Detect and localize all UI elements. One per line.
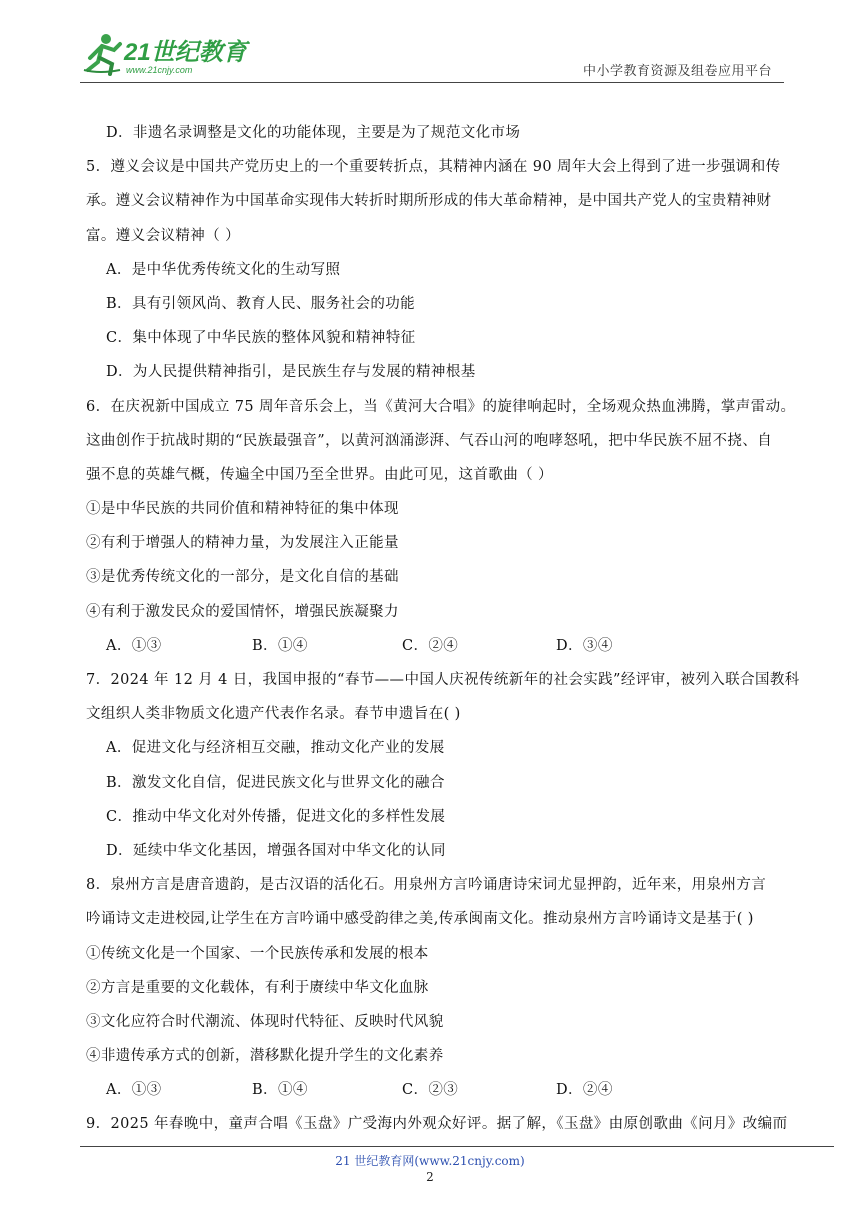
q8-statement: ①传统文化是一个国家、一个民族传承和发展的根本: [86, 945, 429, 962]
q8-statement: ③文化应符合时代潮流、体现时代特征、反映时代风貌: [86, 1013, 444, 1030]
header-divider: [80, 82, 784, 83]
svg-text:21世纪教育: 21世纪教育: [124, 39, 247, 66]
runner-icon: [84, 34, 120, 74]
q5-option-d: D．为人民提供精神指引，是民族生存与发展的精神根基: [106, 364, 476, 381]
q7-option-c: C．推动中华文化对外传播，促进文化的多样性发展: [106, 808, 446, 825]
page-number: 2: [426, 1170, 434, 1184]
q5-option-b: B．具有引领风尚、教育人民、服务社会的功能: [106, 295, 416, 312]
q6-choice-c: C．②④: [402, 637, 459, 654]
q7-stem-line: 文组织人类非物质文化遗产代表作名录。春节申遗旨在( ): [86, 706, 461, 723]
q5-option-a: A．是中华优秀传统文化的生动写照: [106, 261, 341, 278]
q7-stem-line: 7．2024 年 12 月 4 日，我国申报的“春节——中国人庆祝传统新年的社会实践”经评审，被列入联合国教科: [86, 672, 800, 688]
q6-stem-line: 这曲创作于抗战时期的“民族最强音”，以黄河汹涌澎湃、气吞山河的咆哮怒吼，把中华民族不屈不挠、自: [86, 432, 773, 449]
exam-content: [86, 116, 800, 1142]
q5-stem-line: 5．遵义会议是中国共产党历史上的一个重要转折点，其精神内涵在 90 周年大会上得到了进一步强调和传: [86, 159, 781, 176]
footer-divider: [80, 1146, 834, 1147]
q6-stem-line: 强不息的英雄气概，传遍全中国乃至全世界。由此可见，这首歌曲（ ）: [86, 466, 553, 483]
site-logo: [80, 30, 250, 80]
svg-text:www.21cnjy.com: www.21cnjy.com: [126, 65, 193, 75]
q6-choice-a: A．①③: [106, 637, 162, 654]
q7-option-d: D．延续中华文化基因，增强各国对中华文化的认同: [106, 842, 446, 859]
q8-statement: ②方言是重要的文化载体，有利于赓续中华文化血脉: [86, 979, 429, 996]
q6-statement: ②有利于增强人的精神力量，为发展注入正能量: [86, 535, 399, 552]
q6-choices: [86, 629, 786, 663]
q6-stem-line: 6．在庆祝新中国成立 75 周年音乐会上，当《黄河大合唱》的旋律响起时，全场观众热血沸腾，掌声雷动。: [86, 398, 796, 415]
q8-choice-b: B．①④: [252, 1082, 308, 1099]
q6-statement: ①是中华民族的共同价值和精神特征的集中体现: [86, 501, 399, 518]
q4-option-d: D．非遗名录调整是文化的功能体现，主要是为了规范文化市场: [106, 125, 521, 141]
footer-site-link[interactable]: 21 世纪教育网(www.21cnjy.com): [335, 1154, 525, 1168]
q6-choice-d: D．③④: [556, 637, 613, 654]
q7-option-a: A．促进文化与经济相互交融，推动文化产业的发展: [106, 740, 445, 757]
q7-option-b: B．激发文化自信，促进民族文化与世界文化的融合: [106, 774, 445, 791]
q8-choice-a: A．①③: [106, 1082, 162, 1099]
q6-statement: ③是优秀传统文化的一部分，是文化自信的基础: [86, 569, 399, 586]
header-platform-text: 中小学教育资源及组卷应用平台: [582, 64, 772, 79]
q5-stem-line: 富。遵义会议精神（ ）: [86, 227, 241, 244]
q6-statement: ④有利于激发民众的爱国情怀，增强民族凝聚力: [86, 603, 399, 620]
q6-choice-b: B．①④: [252, 637, 308, 654]
q9-stem-line: 9．2025 年春晚中，童声合唱《玉盘》广受海内外观众好评。据了解，《玉盘》由原创歌曲《问月》改编而: [86, 1116, 788, 1133]
q8-choice-d: D．②④: [556, 1082, 613, 1099]
q8-choice-c: C．②③: [402, 1082, 459, 1099]
q5-option-c: C．集中体现了中华民族的整体风貌和精神特征: [106, 330, 416, 347]
q5-stem-line: 承。遵义会议精神作为中国革命实现伟大转折时期所形成的伟大革命精神，是中国共产党人的宝贵精神财: [86, 193, 772, 210]
q8-choices: [86, 1073, 786, 1107]
q8-stem-line: 8．泉州方言是唐音遗韵，是古汉语的活化石。用泉州方言吟诵唐诗宋词尤显押韵，近年来，用泉州方言: [86, 877, 767, 894]
q8-stem-line: 吟诵诗文走进校园,让学生在方言吟诵中感受韵律之美,传承闽南文化。推动泉州方言吟诵诗文是基于( ): [86, 911, 754, 928]
q8-statement: ④非遗传承方式的创新，潜移默化提升学生的文化素养: [86, 1048, 444, 1065]
